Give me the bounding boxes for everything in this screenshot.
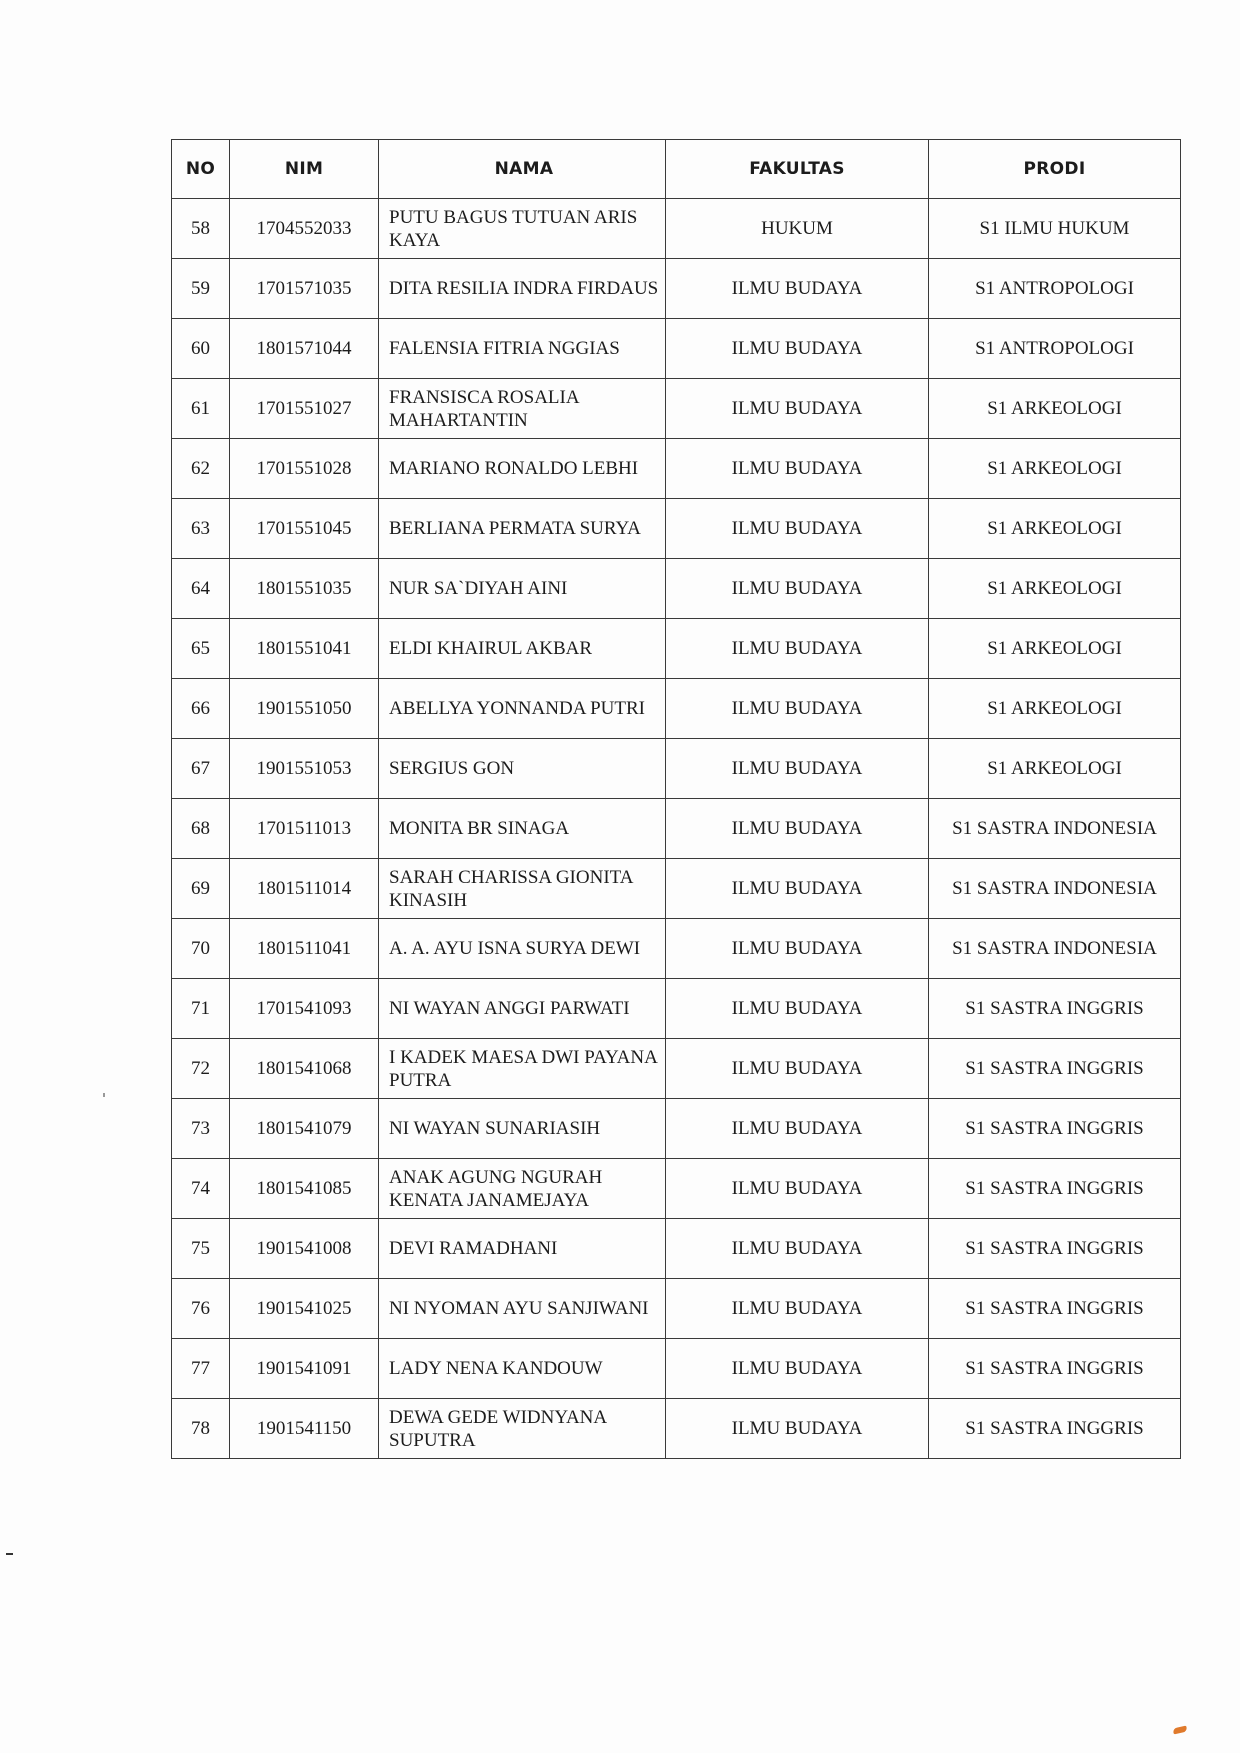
header-no: NO — [172, 140, 230, 199]
cell-fakultas: ILMU BUDAYA — [666, 1279, 929, 1339]
cell-nama: FRANSISCA ROSALIA MAHARTANTIN — [379, 379, 666, 439]
cell-fakultas: ILMU BUDAYA — [666, 979, 929, 1039]
cell-fakultas: ILMU BUDAYA — [666, 1159, 929, 1219]
cell-nim: 1701551027 — [230, 379, 379, 439]
table-row — [172, 559, 1181, 619]
cell-prodi: S1 ARKEOLOGI — [929, 439, 1181, 499]
table-row — [172, 799, 1181, 859]
cell-no: 78 — [172, 1399, 230, 1459]
cell-nim: 1901551053 — [230, 739, 379, 799]
table-row — [172, 1219, 1181, 1279]
cell-fakultas: ILMU BUDAYA — [666, 439, 929, 499]
cell-nama: NUR SA`DIYAH AINI — [379, 559, 666, 619]
cell-prodi: S1 ARKEOLOGI — [929, 379, 1181, 439]
table-row — [172, 1039, 1181, 1099]
cell-nim: 1701551028 — [230, 439, 379, 499]
table-row — [172, 199, 1181, 259]
cell-nim: 1704552033 — [230, 199, 379, 259]
cell-no: 74 — [172, 1159, 230, 1219]
table-row — [172, 919, 1181, 979]
cell-prodi: S1 SASTRA INDONESIA — [929, 919, 1181, 979]
cell-nama: ELDI KHAIRUL AKBAR — [379, 619, 666, 679]
cell-fakultas: ILMU BUDAYA — [666, 1339, 929, 1399]
cell-fakultas: ILMU BUDAYA — [666, 1039, 929, 1099]
cell-nim: 1801551041 — [230, 619, 379, 679]
table-row — [172, 979, 1181, 1039]
cell-nim: 1701551045 — [230, 499, 379, 559]
cell-fakultas: ILMU BUDAYA — [666, 679, 929, 739]
cell-nama: DEVI RAMADHANI — [379, 1219, 666, 1279]
student-table — [171, 139, 1181, 1459]
scan-mark — [6, 1553, 13, 1555]
cell-nama: SARAH CHARISSA GIONITA KINASIH — [379, 859, 666, 919]
cell-fakultas: ILMU BUDAYA — [666, 619, 929, 679]
cell-nim: 1701511013 — [230, 799, 379, 859]
cell-nama: A. A. AYU ISNA SURYA DEWI — [379, 919, 666, 979]
cell-no: 58 — [172, 199, 230, 259]
cell-nama: BERLIANA PERMATA SURYA — [379, 499, 666, 559]
table-body — [172, 199, 1181, 1459]
table-row — [172, 619, 1181, 679]
cell-no: 60 — [172, 319, 230, 379]
cell-prodi: S1 ARKEOLOGI — [929, 559, 1181, 619]
cell-nim: 1801511041 — [230, 919, 379, 979]
cell-fakultas: ILMU BUDAYA — [666, 859, 929, 919]
cell-fakultas: ILMU BUDAYA — [666, 919, 929, 979]
cell-fakultas: ILMU BUDAYA — [666, 319, 929, 379]
cell-prodi: S1 SASTRA INGGRIS — [929, 1339, 1181, 1399]
cell-prodi: S1 SASTRA INGGRIS — [929, 1099, 1181, 1159]
cell-nim: 1701571035 — [230, 259, 379, 319]
cell-no: 67 — [172, 739, 230, 799]
table-row — [172, 1099, 1181, 1159]
table-row — [172, 739, 1181, 799]
cell-prodi: S1 ANTROPOLOGI — [929, 259, 1181, 319]
header-nama: NAMA — [379, 140, 666, 199]
cell-no: 76 — [172, 1279, 230, 1339]
cell-nama: DEWA GEDE WIDNYANA SUPUTRA — [379, 1399, 666, 1459]
cell-nama: ANAK AGUNG NGURAH KENATA JANAMEJAYA — [379, 1159, 666, 1219]
cell-nim: 1901541008 — [230, 1219, 379, 1279]
header-prodi: PRODI — [929, 140, 1181, 199]
cell-prodi: S1 SASTRA INGGRIS — [929, 979, 1181, 1039]
cell-prodi: S1 SASTRA INGGRIS — [929, 1219, 1181, 1279]
scan-stain — [1173, 1726, 1188, 1735]
cell-fakultas: ILMU BUDAYA — [666, 259, 929, 319]
cell-prodi: S1 SASTRA INGGRIS — [929, 1159, 1181, 1219]
cell-no: 77 — [172, 1339, 230, 1399]
table-row — [172, 859, 1181, 919]
cell-nama: MARIANO RONALDO LEBHI — [379, 439, 666, 499]
cell-fakultas: ILMU BUDAYA — [666, 1219, 929, 1279]
table-row — [172, 439, 1181, 499]
table-row — [172, 379, 1181, 439]
cell-nama: SERGIUS GON — [379, 739, 666, 799]
cell-nim: 1801541085 — [230, 1159, 379, 1219]
cell-no: 69 — [172, 859, 230, 919]
cell-prodi: S1 ARKEOLOGI — [929, 679, 1181, 739]
cell-nama: ABELLYA YONNANDA PUTRI — [379, 679, 666, 739]
cell-no: 59 — [172, 259, 230, 319]
cell-no: 64 — [172, 559, 230, 619]
cell-nama: NI NYOMAN AYU SANJIWANI — [379, 1279, 666, 1339]
table-header — [172, 140, 1181, 199]
cell-prodi: S1 ARKEOLOGI — [929, 739, 1181, 799]
table-row — [172, 259, 1181, 319]
cell-no: 65 — [172, 619, 230, 679]
table-row — [172, 1339, 1181, 1399]
cell-fakultas: ILMU BUDAYA — [666, 1399, 929, 1459]
cell-prodi: S1 ARKEOLOGI — [929, 619, 1181, 679]
cell-no: 66 — [172, 679, 230, 739]
table-row — [172, 319, 1181, 379]
scan-speck — [103, 1093, 105, 1097]
cell-no: 71 — [172, 979, 230, 1039]
cell-fakultas: ILMU BUDAYA — [666, 799, 929, 859]
cell-no: 62 — [172, 439, 230, 499]
cell-nim: 1701541093 — [230, 979, 379, 1039]
cell-nim: 1801541079 — [230, 1099, 379, 1159]
cell-nama: NI WAYAN SUNARIASIH — [379, 1099, 666, 1159]
table-row — [172, 1279, 1181, 1339]
cell-nama: DITA RESILIA INDRA FIRDAUS — [379, 259, 666, 319]
cell-fakultas: ILMU BUDAYA — [666, 499, 929, 559]
cell-nim: 1901541091 — [230, 1339, 379, 1399]
cell-nama: NI WAYAN ANGGI PARWATI — [379, 979, 666, 1039]
cell-fakultas: HUKUM — [666, 199, 929, 259]
table-row — [172, 1399, 1181, 1459]
cell-no: 72 — [172, 1039, 230, 1099]
table-row — [172, 1159, 1181, 1219]
table-row — [172, 679, 1181, 739]
cell-nim: 1901551050 — [230, 679, 379, 739]
cell-nim: 1901541025 — [230, 1279, 379, 1339]
cell-prodi: S1 SASTRA INGGRIS — [929, 1039, 1181, 1099]
cell-no: 70 — [172, 919, 230, 979]
cell-no: 63 — [172, 499, 230, 559]
table-row — [172, 499, 1181, 559]
cell-nama: FALENSIA FITRIA NGGIAS — [379, 319, 666, 379]
cell-nim: 1901541150 — [230, 1399, 379, 1459]
cell-fakultas: ILMU BUDAYA — [666, 379, 929, 439]
cell-prodi: S1 SASTRA INDONESIA — [929, 859, 1181, 919]
cell-no: 61 — [172, 379, 230, 439]
cell-prodi: S1 SASTRA INGGRIS — [929, 1399, 1181, 1459]
header-nim: NIM — [230, 140, 379, 199]
cell-nim: 1801551035 — [230, 559, 379, 619]
cell-prodi: S1 SASTRA INDONESIA — [929, 799, 1181, 859]
cell-no: 75 — [172, 1219, 230, 1279]
cell-nama: PUTU BAGUS TUTUAN ARIS KAYA — [379, 199, 666, 259]
cell-no: 68 — [172, 799, 230, 859]
cell-nama: LADY NENA KANDOUW — [379, 1339, 666, 1399]
cell-prodi: S1 ANTROPOLOGI — [929, 319, 1181, 379]
cell-prodi: S1 ARKEOLOGI — [929, 499, 1181, 559]
cell-fakultas: ILMU BUDAYA — [666, 739, 929, 799]
cell-fakultas: ILMU BUDAYA — [666, 559, 929, 619]
cell-nama: I KADEK MAESA DWI PAYANA PUTRA — [379, 1039, 666, 1099]
cell-nama: MONITA BR SINAGA — [379, 799, 666, 859]
cell-no: 73 — [172, 1099, 230, 1159]
cell-nim: 1801571044 — [230, 319, 379, 379]
cell-prodi: S1 SASTRA INGGRIS — [929, 1279, 1181, 1339]
cell-nim: 1801511014 — [230, 859, 379, 919]
cell-fakultas: ILMU BUDAYA — [666, 1099, 929, 1159]
header-fakultas: FAKULTAS — [666, 140, 929, 199]
cell-nim: 1801541068 — [230, 1039, 379, 1099]
cell-prodi: S1 ILMU HUKUM — [929, 199, 1181, 259]
header-row — [172, 140, 1181, 199]
